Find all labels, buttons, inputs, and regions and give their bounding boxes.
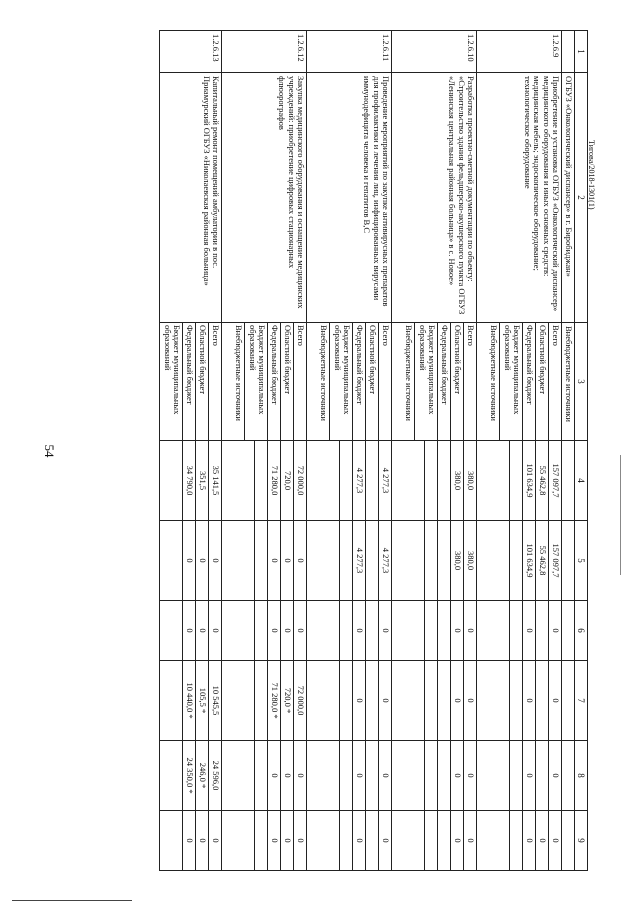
value-column-5 <box>222 521 307 601</box>
amount-value <box>242 811 254 870</box>
row-name: Разработка проектно-сметной документации по объекту: «Строительство здания фельдшерско-акушерского пункта ОГБУЗ «Ленинская центральная районная больница» в с. Новое» <box>392 73 477 323</box>
row-code: 1.2.6.11 <box>307 31 392 73</box>
amount-value: 0 <box>378 661 391 740</box>
amount-value: 0 <box>182 811 195 870</box>
amount-value <box>497 661 509 740</box>
amount-value <box>254 521 267 600</box>
value-column-9 <box>222 811 307 871</box>
amount-value: 4 277,3 <box>352 441 365 520</box>
amount-value <box>424 441 437 520</box>
funding-source-label: Бюджет муниципальных образований <box>244 323 267 440</box>
funding-source-label: Внебюджетные источники <box>319 325 330 421</box>
value-column-4 <box>222 441 307 521</box>
row-code: 1.2.6.9 <box>477 31 562 73</box>
amount-value: 0 <box>463 741 476 810</box>
funding-source-label: Областной бюджет <box>365 323 378 440</box>
table-row <box>160 31 222 871</box>
amount-value <box>339 441 352 520</box>
amount-value: 10 440,0 * <box>182 661 195 740</box>
header-cell: 1 <box>574 31 587 73</box>
header-row <box>574 31 587 871</box>
amount-value <box>170 741 182 810</box>
amount-value <box>412 521 424 600</box>
source-cell: Внебюджетные источники <box>562 323 575 441</box>
amount-value <box>509 441 522 520</box>
header-cell: 9 <box>574 811 587 871</box>
name-cell: ОГБУЗ «Онкологический диспансер» в г. Биробиджан» <box>562 73 575 323</box>
amount-value: 380,0 <box>450 441 463 520</box>
amount-value <box>497 811 509 870</box>
value-column-5 <box>307 521 392 601</box>
funding-source-label: Всего <box>293 323 306 440</box>
amount-value: 0 <box>522 661 535 740</box>
amount-value: 720,0 <box>280 441 293 520</box>
value-column-9 <box>307 811 392 871</box>
amount-value <box>254 741 267 810</box>
amount-value <box>437 811 450 870</box>
amount-value: 0 <box>182 601 195 660</box>
amount-value <box>437 441 450 520</box>
value-column-8 <box>392 741 477 811</box>
amount-value <box>254 811 267 870</box>
amount-value: 72 000,0 <box>293 661 306 740</box>
amount-value: 4 277,3 <box>378 441 391 520</box>
amount-value: 0 <box>195 521 208 600</box>
amount-value <box>242 741 254 810</box>
value-column-6 <box>392 601 477 661</box>
amount-value: 0 <box>208 521 221 600</box>
row-name: Проведение мероприятий по закупке антивирусных препаратов для профилактики и лечения лиц, инфицированных вирусами иммунодефицита человека и гепатитов В,С <box>307 73 392 323</box>
amount-value: 0 <box>450 661 463 740</box>
amount-value: 0 <box>352 811 365 870</box>
funding-source-label: Федеральный бюджет <box>522 323 535 440</box>
amount-value: 0 <box>548 811 561 870</box>
amount-value: 0 <box>522 601 535 660</box>
amount-value: 10 545,5 <box>208 661 221 740</box>
amount-value: 0 <box>548 661 561 740</box>
amount-value <box>437 601 450 660</box>
amount-value <box>412 601 424 660</box>
table-row <box>222 31 307 871</box>
amount-value <box>327 521 339 600</box>
header-cell: 7 <box>574 661 587 741</box>
amount-value: 0 <box>522 811 535 870</box>
value-column-9 <box>160 811 222 871</box>
funding-source-label: Федеральный бюджет <box>267 323 280 440</box>
rotated-table-container <box>68 30 588 870</box>
funding-source-label: Внебюджетные источники <box>234 325 245 421</box>
value-column-4 <box>477 441 562 521</box>
value-column-7 <box>222 661 307 741</box>
value-column-8 <box>160 741 222 811</box>
table-row <box>307 31 392 871</box>
amount-value: 71 280,0 <box>267 441 280 520</box>
amount-value <box>365 441 378 520</box>
code-cell <box>562 31 575 73</box>
amount-value <box>170 661 182 740</box>
value-column-4 <box>307 441 392 521</box>
value-column-4 <box>160 441 222 521</box>
funding-source-label: Федеральный бюджет <box>352 323 365 440</box>
amount-value: 0 <box>293 741 306 810</box>
amount-value: 0 <box>280 741 293 810</box>
amount-value <box>424 811 437 870</box>
amount-value <box>437 741 450 810</box>
source-column <box>307 323 392 441</box>
value-column-5 <box>392 521 477 601</box>
amount-value: 105,5 * <box>195 661 208 740</box>
amount-value: 0 <box>352 741 365 810</box>
amount-value <box>535 661 548 740</box>
funding-source-label: Бюджет муниципальных образований <box>499 323 522 440</box>
amount-value <box>365 601 378 660</box>
amount-value: 0 <box>463 601 476 660</box>
funding-source-label: Всего <box>463 323 476 440</box>
amount-value: 4 277,3 <box>352 521 365 600</box>
amount-value: 0 <box>450 811 463 870</box>
amount-value: 246,0 * <box>195 741 208 810</box>
amount-value <box>327 741 339 810</box>
amount-value: 0 <box>267 811 280 870</box>
value-column-6 <box>477 601 562 661</box>
value-column-5 <box>477 521 562 601</box>
source-column <box>222 323 307 441</box>
amount-value: 380,0 <box>450 521 463 600</box>
funding-source-label: Областной бюджет <box>280 323 293 440</box>
amount-value: 24 596,0 <box>208 741 221 810</box>
table-row <box>392 31 477 871</box>
amount-value <box>509 811 522 870</box>
amount-value: 101 634,9 <box>522 521 535 600</box>
amount-value: 0 <box>208 811 221 870</box>
amount-value: 0 <box>463 811 476 870</box>
funding-source-label: Областной бюджет <box>535 323 548 440</box>
amount-value <box>437 521 450 600</box>
amount-value <box>535 601 548 660</box>
document-footer-code: Тигова/2018-1301(1) <box>587 140 596 210</box>
amount-value <box>509 521 522 600</box>
header-cell: 3 <box>574 323 587 441</box>
value-column-7 <box>392 661 477 741</box>
amount-value: 101 634,9 <box>522 441 535 520</box>
amount-value: 0 <box>280 811 293 870</box>
value-column-8 <box>222 741 307 811</box>
amount-value <box>339 661 352 740</box>
funding-source-label: Федеральный бюджет <box>437 323 450 440</box>
amount-value: 0 <box>293 601 306 660</box>
amount-value: 157 097,7 <box>548 521 561 600</box>
table-row <box>477 31 562 871</box>
amount-value: 0 <box>293 811 306 870</box>
amount-value <box>339 741 352 810</box>
amount-value <box>242 521 254 600</box>
value-column-8 <box>307 741 392 811</box>
funding-source-label: Бюджет муниципальных образований <box>414 323 437 440</box>
amount-value <box>365 661 378 740</box>
value-column-7 <box>477 661 562 741</box>
amount-value <box>254 601 267 660</box>
amount-value: 0 <box>267 521 280 600</box>
amount-value <box>365 811 378 870</box>
page-number: 54 <box>42 444 57 458</box>
value-column-7 <box>160 661 222 741</box>
amount-value: 0 <box>548 741 561 810</box>
source-column <box>160 323 222 441</box>
amount-value <box>170 601 182 660</box>
amount-value: 4 277,3 <box>378 521 391 600</box>
amount-value: 24 350,0 * <box>182 741 195 810</box>
side-divider <box>620 455 621 575</box>
amount-value <box>365 521 378 600</box>
amount-value <box>412 661 424 740</box>
amount-value <box>327 441 339 520</box>
amount-value <box>339 601 352 660</box>
amount-value <box>242 441 254 520</box>
amount-value <box>424 741 437 810</box>
row-code: 1.2.6.12 <box>222 31 307 73</box>
amount-value <box>412 811 424 870</box>
amount-value <box>424 601 437 660</box>
funding-source-label: Внебюджетные источники <box>404 325 415 421</box>
amount-value <box>170 441 182 520</box>
amount-value: 720,0 * <box>280 661 293 740</box>
amount-value: 35 141,5 <box>208 441 221 520</box>
amount-value: 0 <box>548 601 561 660</box>
header-cell: 8 <box>574 741 587 811</box>
amount-value <box>254 661 267 740</box>
amount-value <box>254 441 267 520</box>
value-column-8 <box>477 741 562 811</box>
funding-source-label: Всего <box>548 323 561 440</box>
amount-value: 0 <box>352 661 365 740</box>
amount-value: 351,5 <box>195 441 208 520</box>
amount-value <box>339 811 352 870</box>
amount-value <box>424 521 437 600</box>
amount-value <box>412 741 424 810</box>
amount-value <box>412 441 424 520</box>
amount-value: 0 <box>195 601 208 660</box>
funding-source-label: Всего <box>208 323 221 440</box>
amount-value <box>497 601 509 660</box>
source-column <box>392 323 477 441</box>
amount-value <box>497 741 509 810</box>
row-name: Капитальный ремонт помещений амбулатории в пос. Приамурский ОГБУЗ «Николаевская районная больница» <box>160 73 222 323</box>
row-code: 1.2.6.10 <box>392 31 477 73</box>
footnote-divider <box>12 900 132 901</box>
value-column-6 <box>307 601 392 661</box>
amount-value: 380,0 <box>463 441 476 520</box>
amount-value: 380,0 <box>463 521 476 600</box>
budget-table <box>159 30 588 871</box>
amount-value: 0 <box>208 601 221 660</box>
amount-value: 55 462,8 <box>535 441 548 520</box>
amount-value: 157 097,7 <box>548 441 561 520</box>
amount-value: 72 000,0 <box>293 441 306 520</box>
header-cell: 2 <box>574 73 587 323</box>
value-column-5 <box>160 521 222 601</box>
amount-value <box>327 661 339 740</box>
amount-value <box>327 601 339 660</box>
value-column-6 <box>160 601 222 661</box>
amount-value: 0 <box>293 521 306 600</box>
value-column-6 <box>222 601 307 661</box>
value-column-9 <box>392 811 477 871</box>
amount-value: 71 280,0 * <box>267 661 280 740</box>
funding-source-label: Областной бюджет <box>195 323 208 440</box>
amount-value <box>509 741 522 810</box>
amount-value: 0 <box>535 811 548 870</box>
amount-value <box>497 441 509 520</box>
amount-value: 0 <box>450 741 463 810</box>
value-column-4 <box>392 441 477 521</box>
source-column <box>477 323 562 441</box>
amount-value <box>242 601 254 660</box>
amount-value: 0 <box>450 601 463 660</box>
amount-value <box>509 601 522 660</box>
funding-source-label: Всего <box>378 323 391 440</box>
amount-value: 0 <box>463 661 476 740</box>
amount-value: 0 <box>182 521 195 600</box>
funding-source-label: Областной бюджет <box>450 323 463 440</box>
amount-value: 0 <box>280 601 293 660</box>
amount-value <box>509 661 522 740</box>
amount-value <box>437 661 450 740</box>
value-column-7 <box>307 661 392 741</box>
funding-source-label: Бюджет муниципальных образований <box>162 325 183 415</box>
amount-value <box>365 741 378 810</box>
funding-source-label: Федеральный бюджет <box>182 323 195 440</box>
funding-source-label: Бюджет муниципальных образований <box>329 323 352 440</box>
amount-value: 0 <box>267 741 280 810</box>
amount-value <box>497 521 509 600</box>
amount-value <box>170 811 182 870</box>
amount-value <box>535 741 548 810</box>
amount-value: 0 <box>378 811 391 870</box>
amount-value: 34 790,0 <box>182 441 195 520</box>
amount-value: 0 <box>378 741 391 810</box>
intro-row <box>562 31 575 871</box>
amount-value <box>170 521 182 600</box>
row-name: Приобретение и установка ОГБУЗ «Онкологический диспансер» медицинского оборудования и иных основных средств: медицинская мебель; эндоскопическое оборудование; технологическое оборудование <box>477 73 562 323</box>
amount-value <box>242 661 254 740</box>
value-column-9 <box>477 811 562 871</box>
amount-value: 0 <box>378 601 391 660</box>
amount-value <box>339 521 352 600</box>
funding-source-label: Внебюджетные источники <box>489 325 500 421</box>
amount-value: 0 <box>280 521 293 600</box>
amount-value: 0 <box>267 601 280 660</box>
amount-value <box>327 811 339 870</box>
row-name: Закупка медицинского оборудования и оснащение медицинских учреждений: приобретение цифровых стационарных флюорографов <box>222 73 307 323</box>
amount-value: 0 <box>352 601 365 660</box>
amount-value <box>424 661 437 740</box>
amount-value: 0 <box>522 741 535 810</box>
row-code: 1.2.6.13 <box>160 31 222 73</box>
amount-value: 0 <box>195 811 208 870</box>
amount-value: 55 462,8 <box>535 521 548 600</box>
header-cell: 6 <box>574 601 587 661</box>
header-cell: 4 <box>574 441 587 521</box>
header-cell: 5 <box>574 521 587 601</box>
